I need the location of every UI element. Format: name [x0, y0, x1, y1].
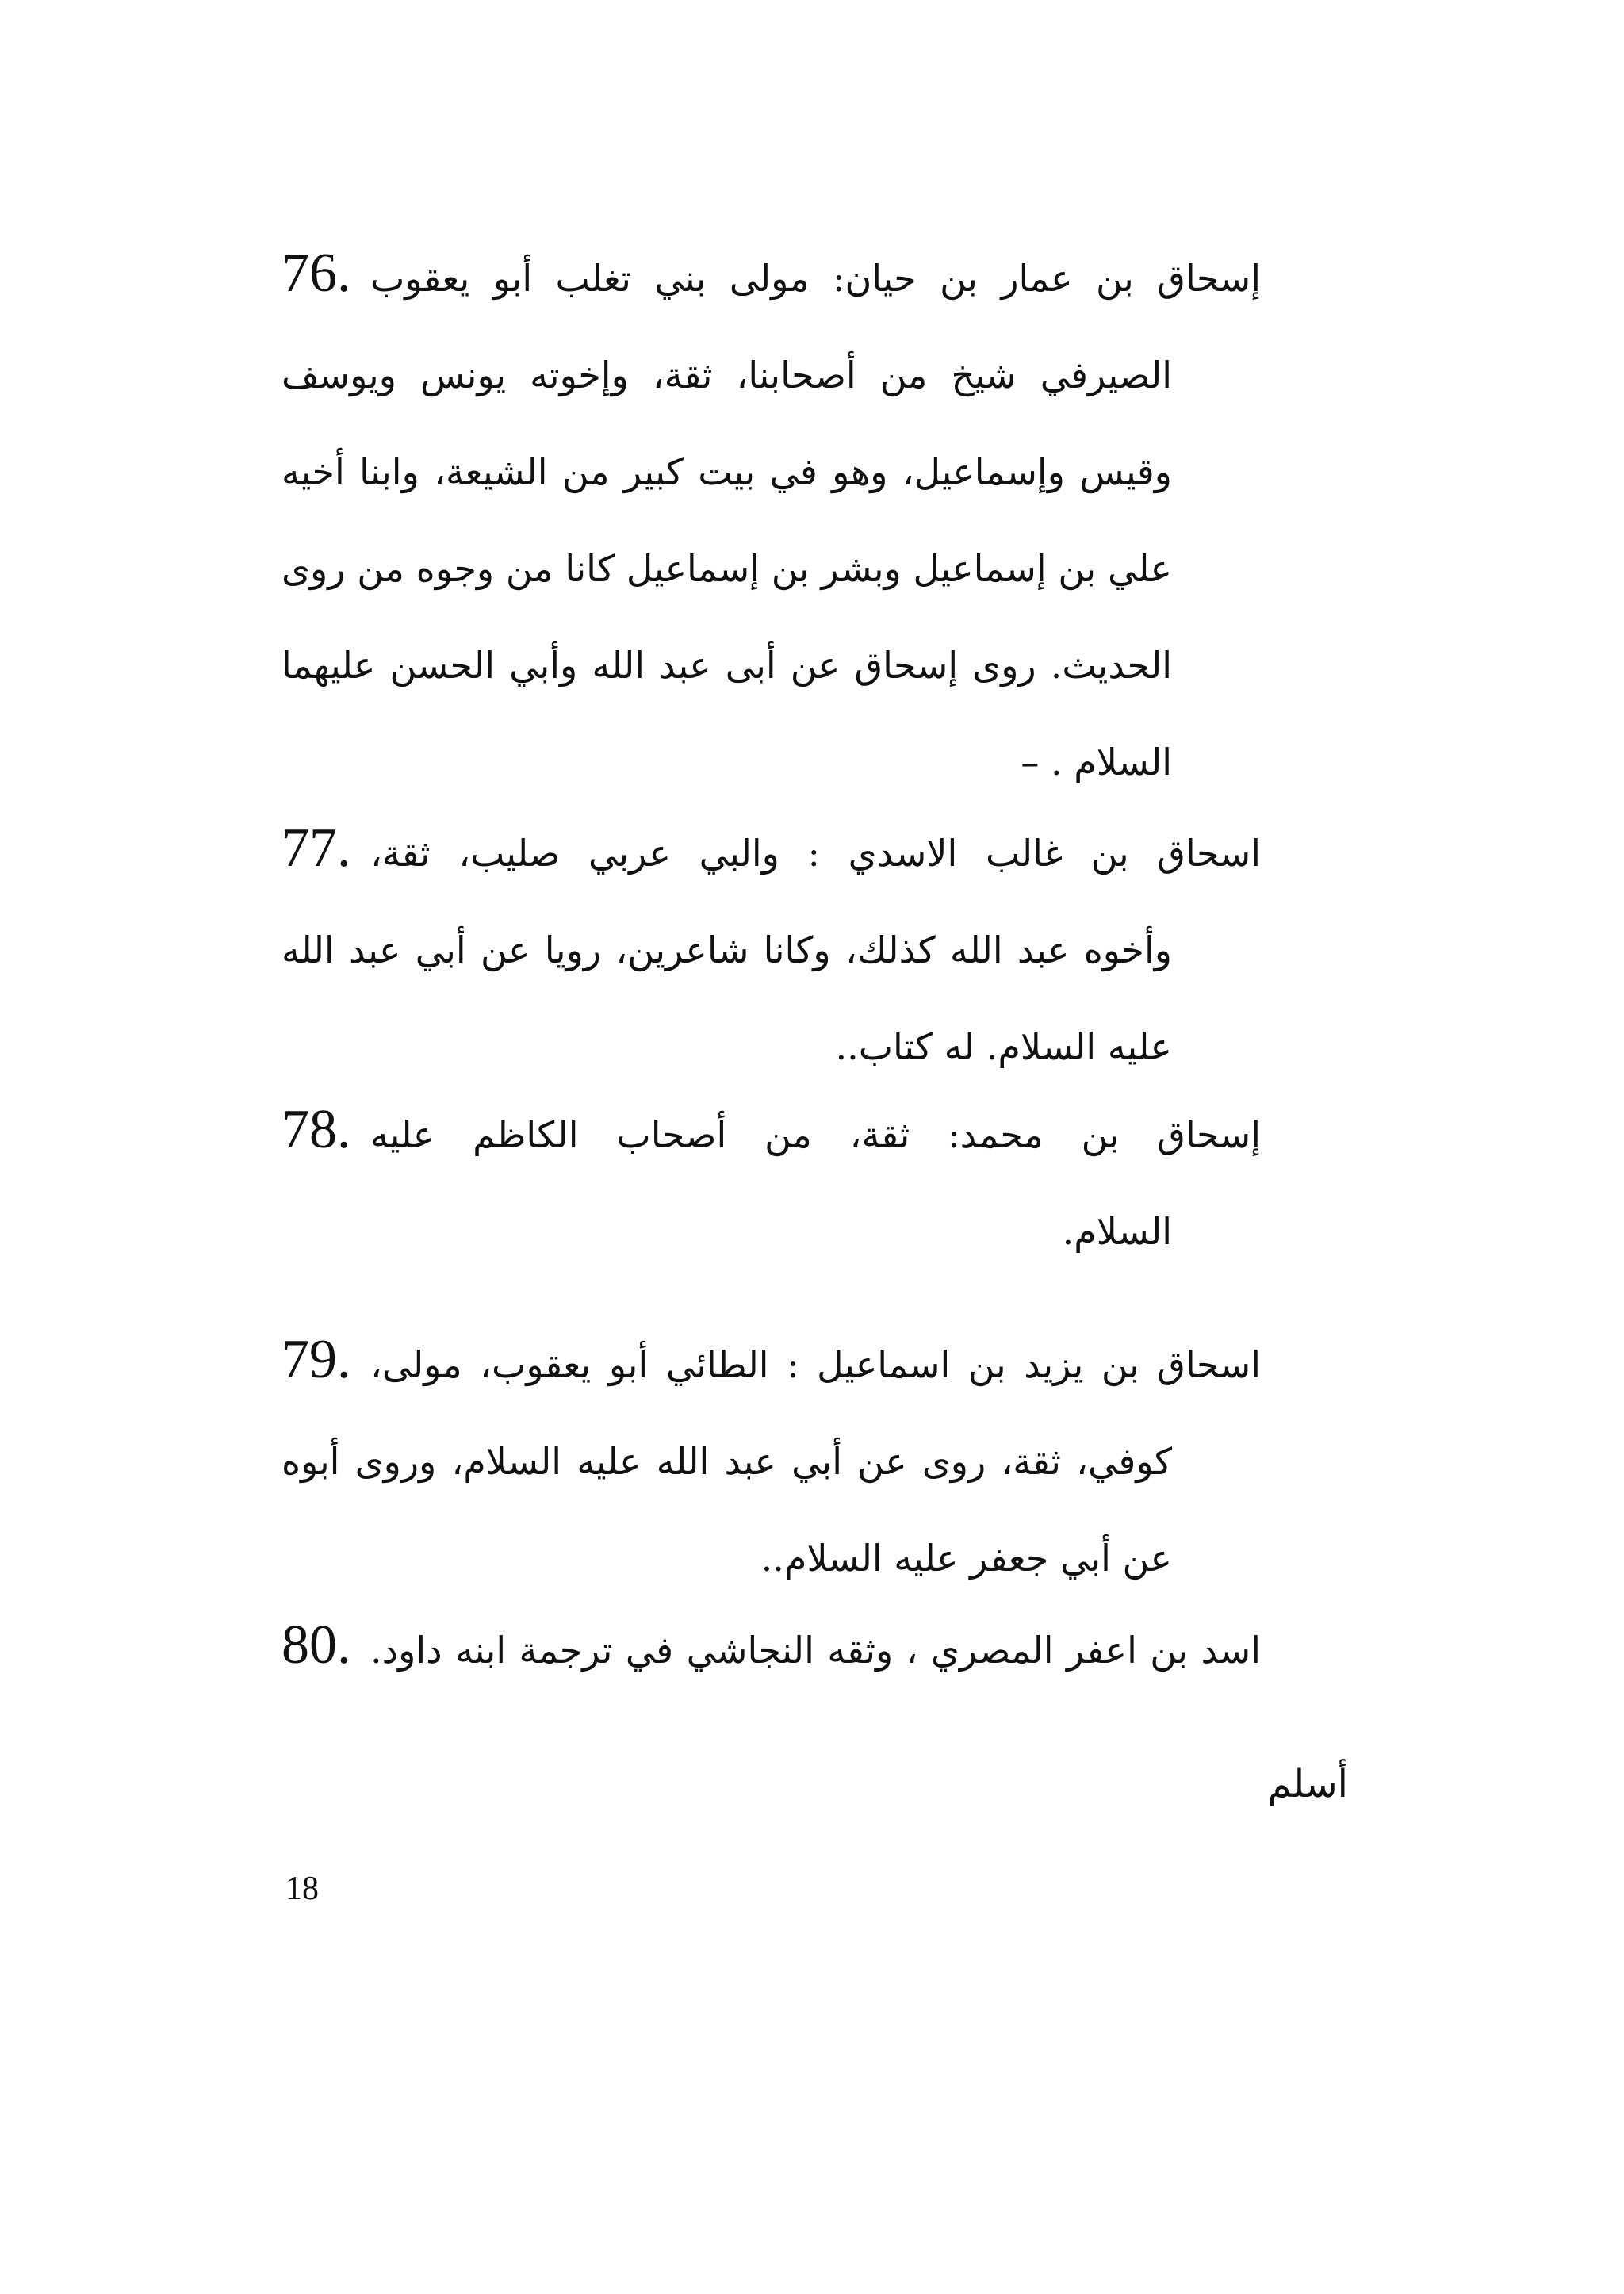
entry-77-line-3: عليه السلام. له كتاب.. [835, 1025, 1172, 1068]
entry-80-head [282, 1602, 1261, 1698]
entry-79-number: 79. [282, 1329, 351, 1390]
entry-76-line-1: إسحاق بن عمار بن حيان: مولى بني تغلب أبو يعقوب [370, 257, 1261, 300]
section-heading: أسلم [1267, 1762, 1348, 1806]
entry-79-line-1: اسحاق بن يزيد بن اسماعيل : الطائي أبو يعقوب، مولى، [370, 1343, 1261, 1386]
entry-79 [282, 1316, 1261, 1607]
entry-77 [282, 805, 1261, 1095]
entry-77-number: 77. [282, 818, 351, 879]
entry-78 [282, 1086, 1261, 1280]
entry-76-line-2: الصيرفي شيخ من أصحابنا، ثقة، وإخوته يونس ويوسف [282, 354, 1172, 396]
page-number: 18 [285, 1871, 319, 1907]
entry-76-line-4: علي بن إسماعيل وبشر بن إسماعيل كانا من وجوه من روى [282, 547, 1172, 590]
entry-79-line-2: كوفي، ثقة، روى عن أبي عبد الله عليه السلام، وروى أبوه [282, 1440, 1172, 1483]
entry-80-number: 80. [282, 1614, 351, 1676]
entry-78-line-2: السلام. [1062, 1210, 1172, 1253]
entry-79-head [282, 1316, 1261, 1413]
entry-80-line-1: اسد بن اعفر المصري ، وثقه النجاشي في ترجمة ابنه داود. [370, 1629, 1261, 1672]
entry-80 [282, 1602, 1261, 1698]
entry-76-number: 76. [282, 243, 351, 304]
entry-78-number: 78. [282, 1099, 351, 1160]
entry-77-head [282, 805, 1261, 902]
entry-76-line-3: وقيس وإسماعيل، وهو في بيت كبير من الشيعة، وابنا أخيه [282, 450, 1172, 493]
entry-76-line-5: الحديث. روى إسحاق عن أبى عبد الله وأبي الحسن عليهما [282, 644, 1172, 687]
entry-78-head [282, 1086, 1261, 1183]
entry-76-line-6: السلام . – [1021, 741, 1172, 783]
entry-77-line-1: اسحاق بن غالب الاسدي : والبي عربي صليب، ثقة، [370, 832, 1261, 875]
entry-79-line-3: عن أبي جعفر عليه السلام.. [760, 1537, 1172, 1580]
entry-76 [282, 230, 1261, 810]
entry-78-line-1: إسحاق بن محمد: ثقة، من أصحاب الكاظم عليه [370, 1113, 1261, 1156]
entry-76-head [282, 230, 1261, 327]
entry-77-line-2: وأخوه عبد الله كذلك، وكانا شاعرين، رويا عن أبي عبد الله [282, 929, 1172, 971]
